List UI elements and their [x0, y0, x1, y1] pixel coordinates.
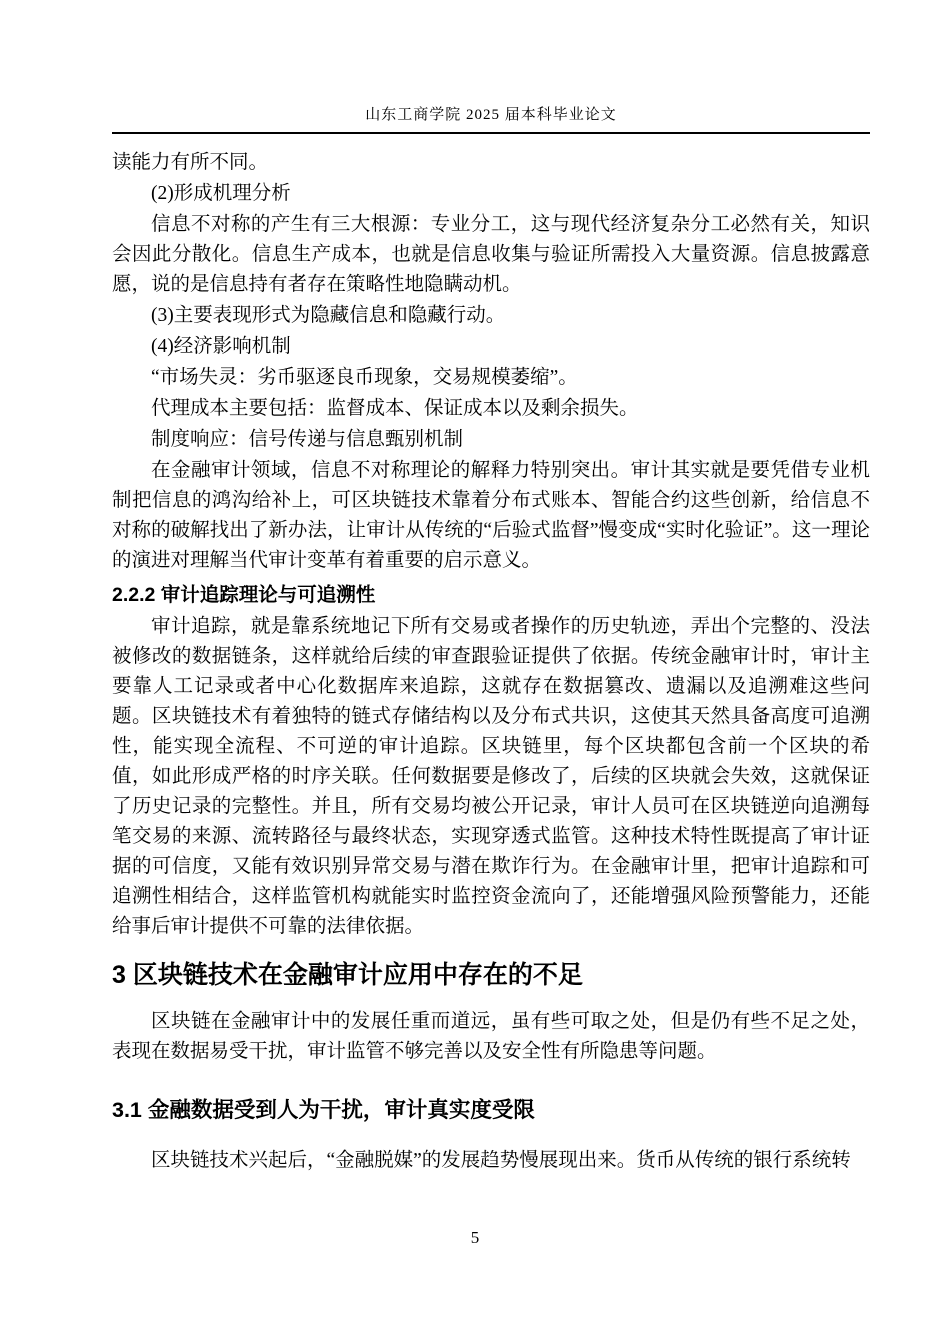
- paragraph-three-roots: 信息不对称的产生有三大根源：专业分工，这与现代经济复杂分工必然有关，知识会因此分散化。信息生产成本，也就是信息收集与验证所需投入大量资源。信息披露意愿，说的是信息持有者存在策略性地隐瞒动机。: [112, 214, 870, 295]
- paragraph-audit-field: 在金融审计领域，信息不对称理论的解释力特别突出。审计其实就是要凭借专业机制把信息的鸿沟给补上，可区块链技术靠着分布式账本、智能合约这些创新，给信息不对称的破解找出了新办法，让审计从传统的“后验式监督”慢变成“实时化验证”。这一理论的演进对理解当代审计变革有着重要的启示意义。: [112, 460, 870, 571]
- paragraph-continuation: 读能力有所不同。: [112, 152, 269, 173]
- section-heading-3-1: 3.1 金融数据受到人为干扰，审计真实度受限: [112, 1098, 535, 1122]
- paragraph-audit-trail: 审计追踪，就是靠系统地记下所有交易或者操作的历史轨迹，弄出个完整的、没法被修改的数据链条，这样就给后续的审查跟验证提供了依据。传统金融审计时，审计主要靠人工记录或者中心化数据库来追踪，这就存在数据篡改、遗漏以及追溯难这些问题。区块链技术有着独特的链式存储结构以及分布式共识，这使其天然具备高度可追溯性，能实现全流程、不可逆的审计追踪。区块链里，每个区块都包含前一个区块的希值，如此形成严格的时序关联。任何数据要是修改了，后续的区块就会失效，这就保证了历史记录的完整性。并且，所有交易均被公开记录，审计人员可在区块链逆向追溯每笔交易的来源、流转路径与最终状态，实现穿透式监管。这种技术特性既提高了审计证据的可信度，又能有效识别异常交易与潜在欺诈行为。在金融审计里，把审计追踪和可追溯性相结合，这样监管机构就能实时监控资金流向了，还能增强风险预警能力，还能给事后审计提供不可靠的法律依据。: [112, 616, 870, 937]
- paragraph-item-2: (2)形成机理分析: [151, 183, 291, 204]
- paragraph-market-failure: “市场失灵：劣币驱逐良币现象，交易规模萎缩”。: [151, 367, 578, 388]
- page-number: 5: [470, 1228, 480, 1247]
- page-header: [112, 103, 870, 134]
- document-body: [112, 148, 870, 1177]
- paragraph-section-3-1-intro: 区块链技术兴起后，“金融脱媒”的发展趋势慢展现出来。货币从传统的银行系统转: [151, 1150, 851, 1171]
- paragraph-agency-cost: 代理成本主要包括：监督成本、保证成本以及剩余损失。: [151, 398, 639, 419]
- paragraph-item-4: (4)经济影响机制: [151, 336, 291, 357]
- chapter-heading-3: 3 区块链技术在金融审计应用中存在的不足: [112, 961, 583, 989]
- section-heading-2-2-2: 2.2.2 审计追踪理论与可追溯性: [112, 584, 376, 606]
- paragraph-item-3: (3)主要表现形式为隐藏信息和隐藏行动。: [151, 305, 506, 326]
- paragraph-chapter-3-intro: 区块链在金融审计中的发展任重而道远，虽有些可取之处，但是仍有些不足之处，表现在数据易受干扰，审计监管不够完善以及安全性有所隐患等问题。: [112, 1011, 870, 1062]
- page-footer: [0, 1228, 950, 1248]
- paragraph-institution-response: 制度响应：信号传递与信息甄别机制: [151, 429, 464, 450]
- running-head-title: 山东工商学院 2025 届本科毕业论文: [365, 107, 617, 123]
